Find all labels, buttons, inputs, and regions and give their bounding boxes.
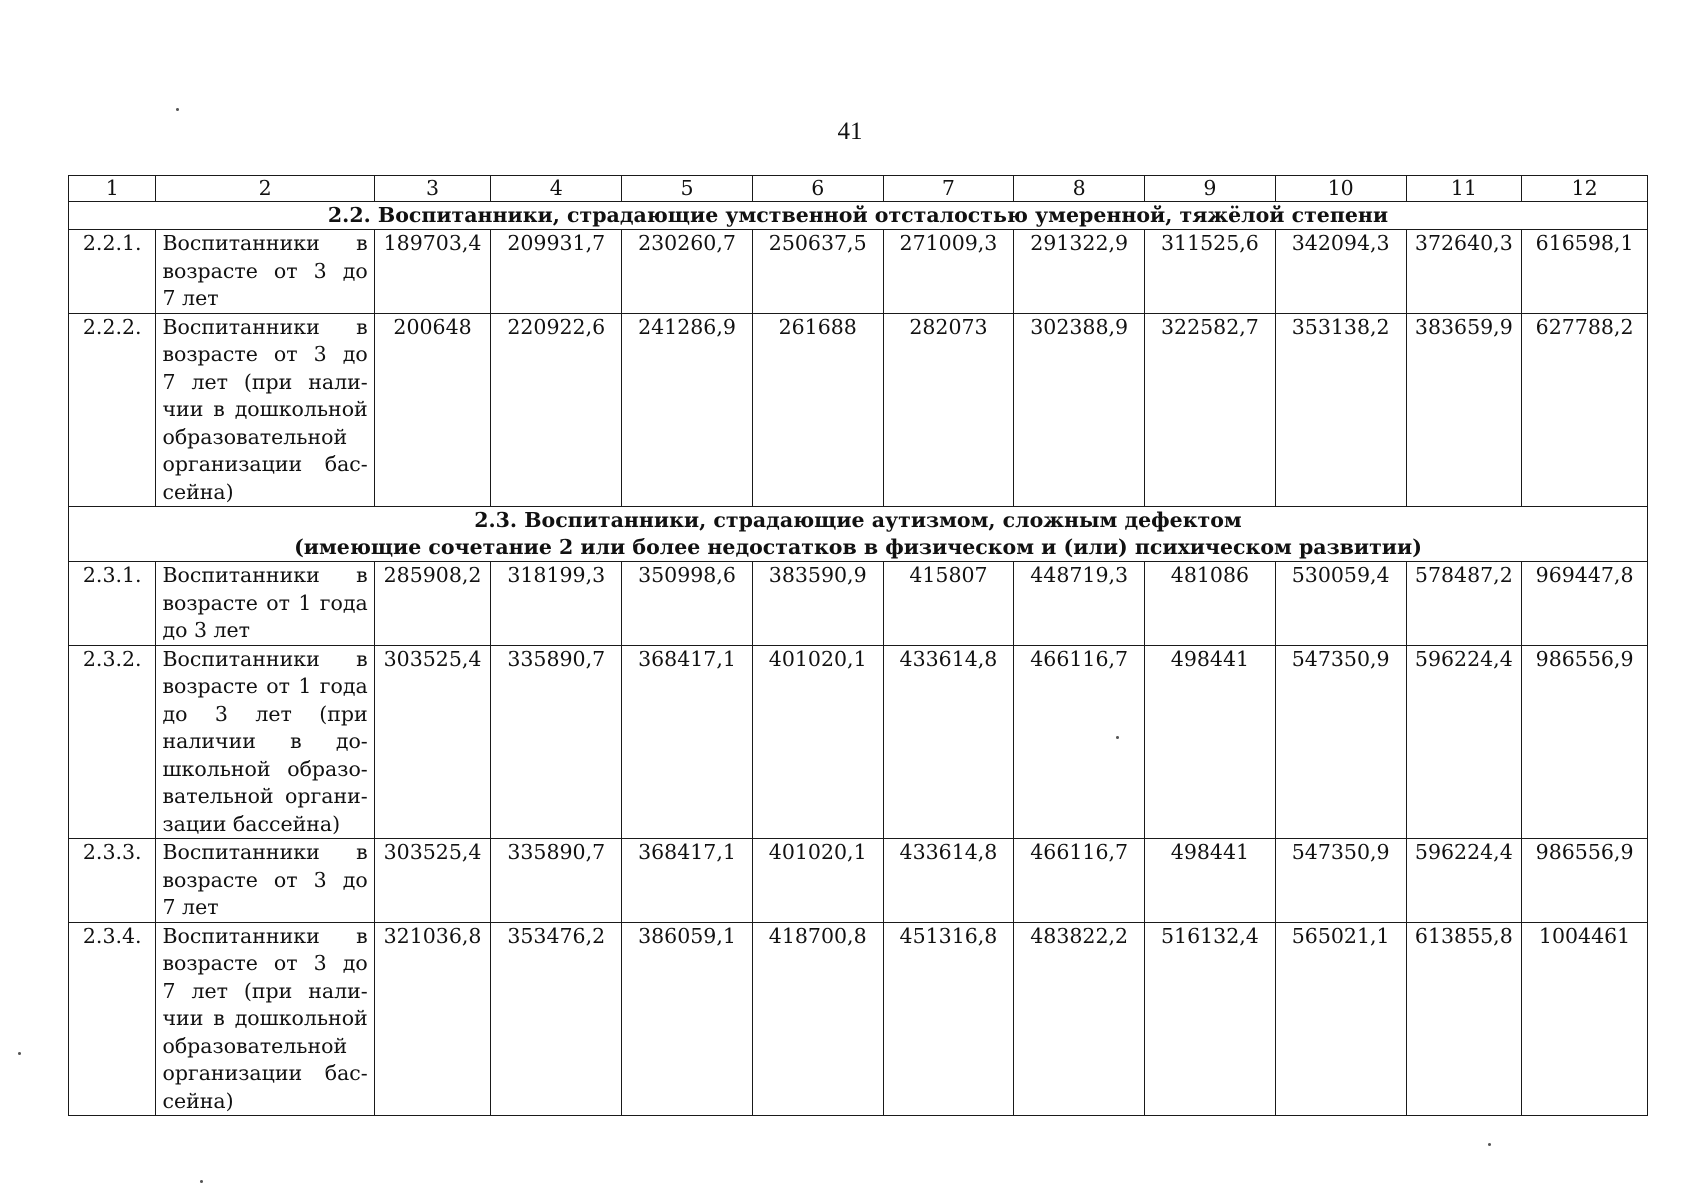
column-number-cell: 9 xyxy=(1145,176,1276,202)
value-cell: 291322,9 xyxy=(1014,230,1145,314)
value-cell: 565021,1 xyxy=(1275,922,1406,1116)
value-cell: 335890,7 xyxy=(491,839,622,923)
section-title-line: 2.2. Воспитанники, страдающие умственной отсталостью умеренной, тяжёлой степени xyxy=(327,203,1389,227)
table-row xyxy=(69,922,1648,1116)
value-cell: 335890,7 xyxy=(491,645,622,839)
table-row xyxy=(69,562,1648,646)
description-line: возрасте от 1 года xyxy=(162,674,368,698)
value-cell: 483822,2 xyxy=(1014,922,1145,1116)
value-cell: 200648 xyxy=(374,313,491,507)
section-title-cell xyxy=(69,202,1648,230)
value-cell: 350998,6 xyxy=(622,562,753,646)
section-title-line: (имеющие сочетание 2 или более недостатков в физическом и (или) психическом развитии) xyxy=(294,535,1422,559)
value-cell: 433614,8 xyxy=(883,645,1014,839)
value-cell: 368417,1 xyxy=(622,645,753,839)
description-line: образовательной xyxy=(162,424,348,449)
description-line: сейна) xyxy=(162,1088,234,1113)
value-cell: 353138,2 xyxy=(1275,313,1406,507)
value-cell: 302388,9 xyxy=(1014,313,1145,507)
section-title-line: 2.3. Воспитанники, страдающие аутизмом, сложным дефектом xyxy=(474,508,1242,532)
description-line: школьной образо- xyxy=(162,756,368,781)
value-cell: 261688 xyxy=(752,313,883,507)
value-cell: 1004461 xyxy=(1522,922,1648,1116)
value-cell: 250637,5 xyxy=(752,230,883,314)
row-description-cell xyxy=(156,230,374,314)
description-line: 7 лет xyxy=(162,286,219,310)
description-line: 7 лет (при нали- xyxy=(162,978,368,1003)
description-line: 7 лет (при нали- xyxy=(162,369,368,394)
value-cell: 322582,7 xyxy=(1145,313,1276,507)
value-cell: 271009,3 xyxy=(883,230,1014,314)
scan-speck xyxy=(1488,1143,1491,1146)
section-title-row xyxy=(69,507,1648,562)
row-index-cell: 2.3.1. xyxy=(69,562,156,646)
description-line: возрасте от 1 года xyxy=(162,590,368,615)
header-row xyxy=(69,176,1648,202)
value-cell: 418700,8 xyxy=(752,922,883,1116)
value-cell: 616598,1 xyxy=(1522,230,1648,314)
column-number-cell: 7 xyxy=(883,176,1014,202)
row-description-cell xyxy=(156,839,374,923)
description-line: до 3 лет xyxy=(162,618,251,642)
value-cell: 547350,9 xyxy=(1275,645,1406,839)
description-line: возрасте от 3 до xyxy=(162,258,368,283)
value-cell: 613855,8 xyxy=(1406,922,1522,1116)
value-cell: 596224,4 xyxy=(1406,839,1522,923)
column-number-cell: 5 xyxy=(622,176,753,202)
column-number-cell: 8 xyxy=(1014,176,1145,202)
value-cell: 969447,8 xyxy=(1522,562,1648,646)
value-cell: 209931,7 xyxy=(491,230,622,314)
value-cell: 578487,2 xyxy=(1406,562,1522,646)
value-cell: 189703,4 xyxy=(374,230,491,314)
value-cell: 303525,4 xyxy=(374,645,491,839)
value-cell: 627788,2 xyxy=(1522,313,1648,507)
description-line: вательной органи- xyxy=(162,784,368,808)
value-cell: 368417,1 xyxy=(622,839,753,923)
value-cell: 285908,2 xyxy=(374,562,491,646)
column-number-cell: 2 xyxy=(156,176,374,202)
scan-speck xyxy=(200,1180,203,1183)
value-cell: 481086 xyxy=(1145,562,1276,646)
description-line: организации бас- xyxy=(162,1061,368,1085)
value-cell: 311525,6 xyxy=(1145,230,1276,314)
table-row xyxy=(69,230,1648,314)
value-cell: 282073 xyxy=(883,313,1014,507)
row-index-cell: 2.2.2. xyxy=(69,313,156,507)
table-row xyxy=(69,645,1648,839)
value-cell: 318199,3 xyxy=(491,562,622,646)
value-cell: 466116,7 xyxy=(1014,839,1145,923)
description-line: сейна) xyxy=(162,479,234,504)
row-index-cell: 2.2.1. xyxy=(69,230,156,314)
description-line: наличии в до- xyxy=(162,729,368,753)
description-line: Воспитанники в xyxy=(162,314,368,339)
value-cell: 321036,8 xyxy=(374,922,491,1116)
column-number-cell: 6 xyxy=(752,176,883,202)
page-number: 41 xyxy=(837,118,863,145)
value-cell: 516132,4 xyxy=(1145,922,1276,1116)
value-cell: 220922,6 xyxy=(491,313,622,507)
value-cell: 415807 xyxy=(883,562,1014,646)
value-cell: 401020,1 xyxy=(752,839,883,923)
description-line: Воспитанники в xyxy=(162,840,368,864)
value-cell: 596224,4 xyxy=(1406,645,1522,839)
value-cell: 372640,3 xyxy=(1406,230,1522,314)
value-cell: 353476,2 xyxy=(491,922,622,1116)
description-line: до 3 лет (при xyxy=(162,701,368,726)
description-line: зации бассейна) xyxy=(162,811,341,836)
value-cell: 383590,9 xyxy=(752,562,883,646)
description-line: чии в дошкольной xyxy=(162,397,368,421)
value-cell: 241286,9 xyxy=(622,313,753,507)
column-number-cell: 4 xyxy=(491,176,622,202)
column-number-cell: 3 xyxy=(374,176,491,202)
section-title-cell xyxy=(69,507,1648,562)
row-index-cell: 2.3.4. xyxy=(69,922,156,1116)
value-cell: 530059,4 xyxy=(1275,562,1406,646)
row-index-cell: 2.3.3. xyxy=(69,839,156,923)
value-cell: 448719,3 xyxy=(1014,562,1145,646)
value-cell: 342094,3 xyxy=(1275,230,1406,314)
row-index-cell: 2.3.2. xyxy=(69,645,156,839)
value-cell: 303525,4 xyxy=(374,839,491,923)
description-line: возрасте от 3 до xyxy=(162,867,368,892)
column-number-cell: 12 xyxy=(1522,176,1648,202)
table-row xyxy=(69,839,1648,923)
data-table xyxy=(68,175,1648,1116)
column-number-cell: 1 xyxy=(69,176,156,202)
scan-speck xyxy=(176,108,179,111)
row-description-cell xyxy=(156,562,374,646)
value-cell: 230260,7 xyxy=(622,230,753,314)
row-description-cell xyxy=(156,922,374,1116)
value-cell: 498441 xyxy=(1145,645,1276,839)
value-cell: 451316,8 xyxy=(883,922,1014,1116)
scan-speck xyxy=(18,1052,21,1055)
value-cell: 986556,9 xyxy=(1522,645,1648,839)
description-line: возрасте от 3 до xyxy=(162,342,368,366)
value-cell: 383659,9 xyxy=(1406,313,1522,507)
value-cell: 498441 xyxy=(1145,839,1276,923)
value-cell: 547350,9 xyxy=(1275,839,1406,923)
value-cell: 433614,8 xyxy=(883,839,1014,923)
description-line: Воспитанники в xyxy=(162,563,368,587)
column-number-cell: 10 xyxy=(1275,176,1406,202)
description-line: образовательной xyxy=(162,1033,348,1058)
description-line: Воспитанники в xyxy=(162,646,368,671)
description-line: Воспитанники в xyxy=(162,231,368,255)
table-row xyxy=(69,313,1648,507)
description-line: 7 лет xyxy=(162,895,219,919)
value-cell: 466116,7 xyxy=(1014,645,1145,839)
description-line: чии в дошкольной xyxy=(162,1006,368,1030)
description-line: возрасте от 3 до xyxy=(162,951,368,975)
row-description-cell xyxy=(156,313,374,507)
scan-speck xyxy=(1116,736,1119,739)
description-line: организации бас- xyxy=(162,452,368,476)
value-cell: 986556,9 xyxy=(1522,839,1648,923)
column-number-cell: 11 xyxy=(1406,176,1522,202)
row-description-cell xyxy=(156,645,374,839)
value-cell: 401020,1 xyxy=(752,645,883,839)
value-cell: 386059,1 xyxy=(622,922,753,1116)
description-line: Воспитанники в xyxy=(162,923,368,948)
section-title-row xyxy=(69,202,1648,230)
